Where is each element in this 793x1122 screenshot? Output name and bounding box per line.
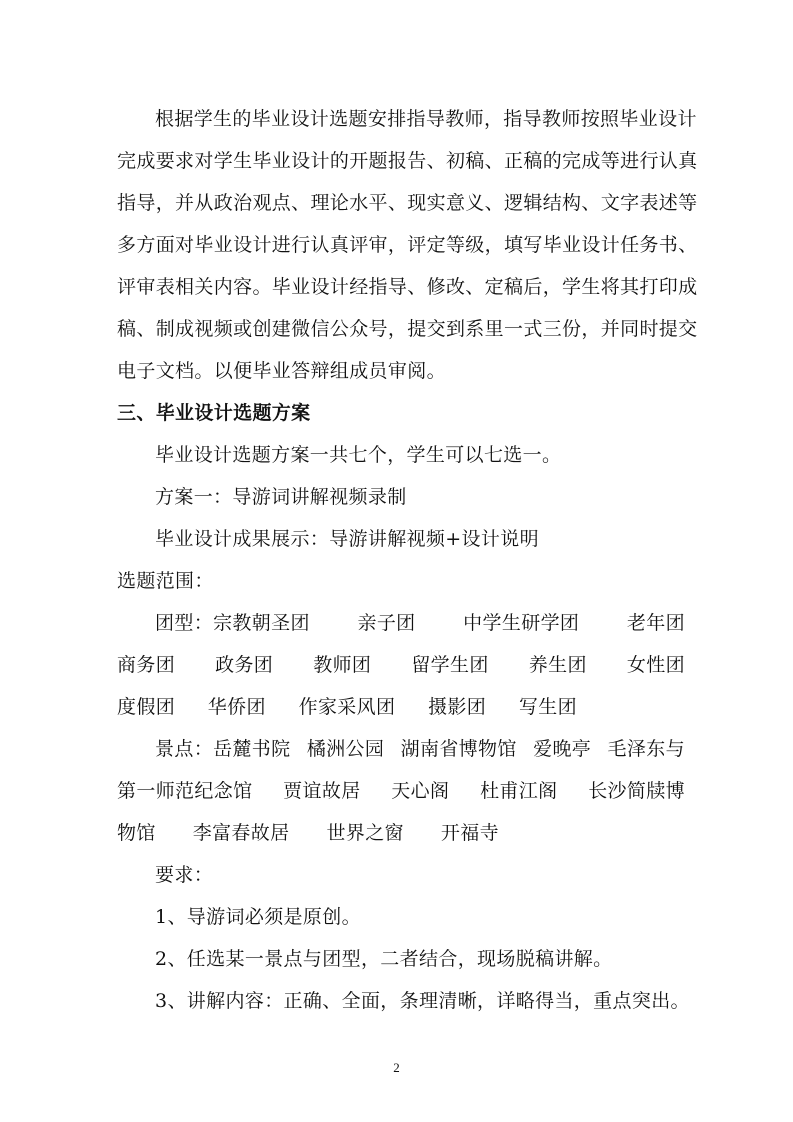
intro-line-2: 完成要求对学生毕业设计的开题报告、初稿、正稿的完成等进行认真 [117,150,698,172]
tour-group-item: 度假团 [117,696,176,718]
attraction-item: 岳麓书院 [213,738,291,760]
attraction-item: 爱晚亭 [533,738,592,760]
requirements-label: 要求： [155,864,214,886]
tour-group-item: 政务团 [215,654,274,676]
attraction-item: 长沙简牍博 [588,780,685,802]
intro-line-3: 指导，并从政治观点、理论水平、现实意义、逻辑结构、文字表述等 [117,192,698,214]
tour-group-item: 作家采风团 [298,696,396,718]
tour-group-item: 商务团 [117,654,176,676]
tour-group-item: 教师团 [313,654,372,676]
attraction-item: 毛泽东与 [607,738,685,760]
intro-line-4: 多方面对毕业设计进行认真评审，评定等级，填写毕业设计任务书、 [117,234,698,256]
tour-group-item: 亲子团 [357,612,416,634]
tour-groups-row-3 [117,695,577,719]
attractions-row-3 [117,821,499,845]
attraction-item: 李富春故居 [192,822,290,844]
scope-label: 选题范围： [117,570,214,592]
tour-group-item: 女性团 [626,654,685,676]
tour-group-item: 留学生团 [411,654,489,676]
tour-group-item: 摄影团 [428,696,487,718]
attractions-label: 景点： [155,738,214,760]
attraction-item: 贾谊故居 [283,780,361,802]
intro-line-1: 根据学生的毕业设计选题安排指导教师，指导教师按照毕业设计 [155,108,697,130]
attraction-item: 开福寺 [440,822,499,844]
intro-line-6: 稿、制成视频或创建微信公众号，提交到系里一式三份，并同时提交 [117,318,698,340]
tour-group-item: 华侨团 [207,696,266,718]
plan-summary: 毕业设计选题方案一共七个，学生可以七选一。 [155,444,562,466]
tour-group-item: 宗教朝圣团 [213,612,310,634]
intro-line-7: 电子文档。以便毕业答辩组成员审阅。 [117,360,446,382]
attraction-item: 杜甫江阁 [480,780,558,802]
plan-title: 方案一：导游词讲解视频录制 [155,486,407,508]
requirement-item: 1、导游词必须是原创。 [155,906,361,928]
plan-deliverable: 毕业设计成果展示：导游讲解视频+设计说明 [155,528,539,550]
attraction-item: 世界之窗 [326,822,404,844]
attraction-item: 第一师范纪念馆 [117,780,253,802]
tour-groups-row-1 [155,611,685,635]
tour-groups-row-2 [117,653,685,677]
attraction-item: 天心阁 [391,780,450,802]
attraction-item: 橘洲公园 [306,738,385,760]
tour-group-item: 中学生研学团 [463,612,580,634]
tour-groups-label: 团型： [155,612,214,634]
attractions-row-1 [155,737,685,761]
page-number: 2 [393,1060,400,1075]
requirement-item: 2、任选某一景点与团型，二者结合，现场脱稿讲解。 [155,948,613,970]
requirement-item: 3、讲解内容：正确、全面，条理清晰，详略得当，重点突出。 [155,990,690,1012]
attraction-item: 湖南省博物馆 [400,738,517,760]
attraction-item: 物馆 [117,822,156,844]
tour-group-item: 写生团 [518,696,577,718]
attractions-row-2 [117,779,685,803]
section-heading: 三、毕业设计选题方案 [117,402,311,424]
tour-group-item: 养生团 [528,654,587,676]
tour-group-item: 老年团 [626,612,685,634]
intro-line-5: 评审表相关内容。毕业设计经指导、修改、定稿后，学生将其打印成 [117,276,698,298]
